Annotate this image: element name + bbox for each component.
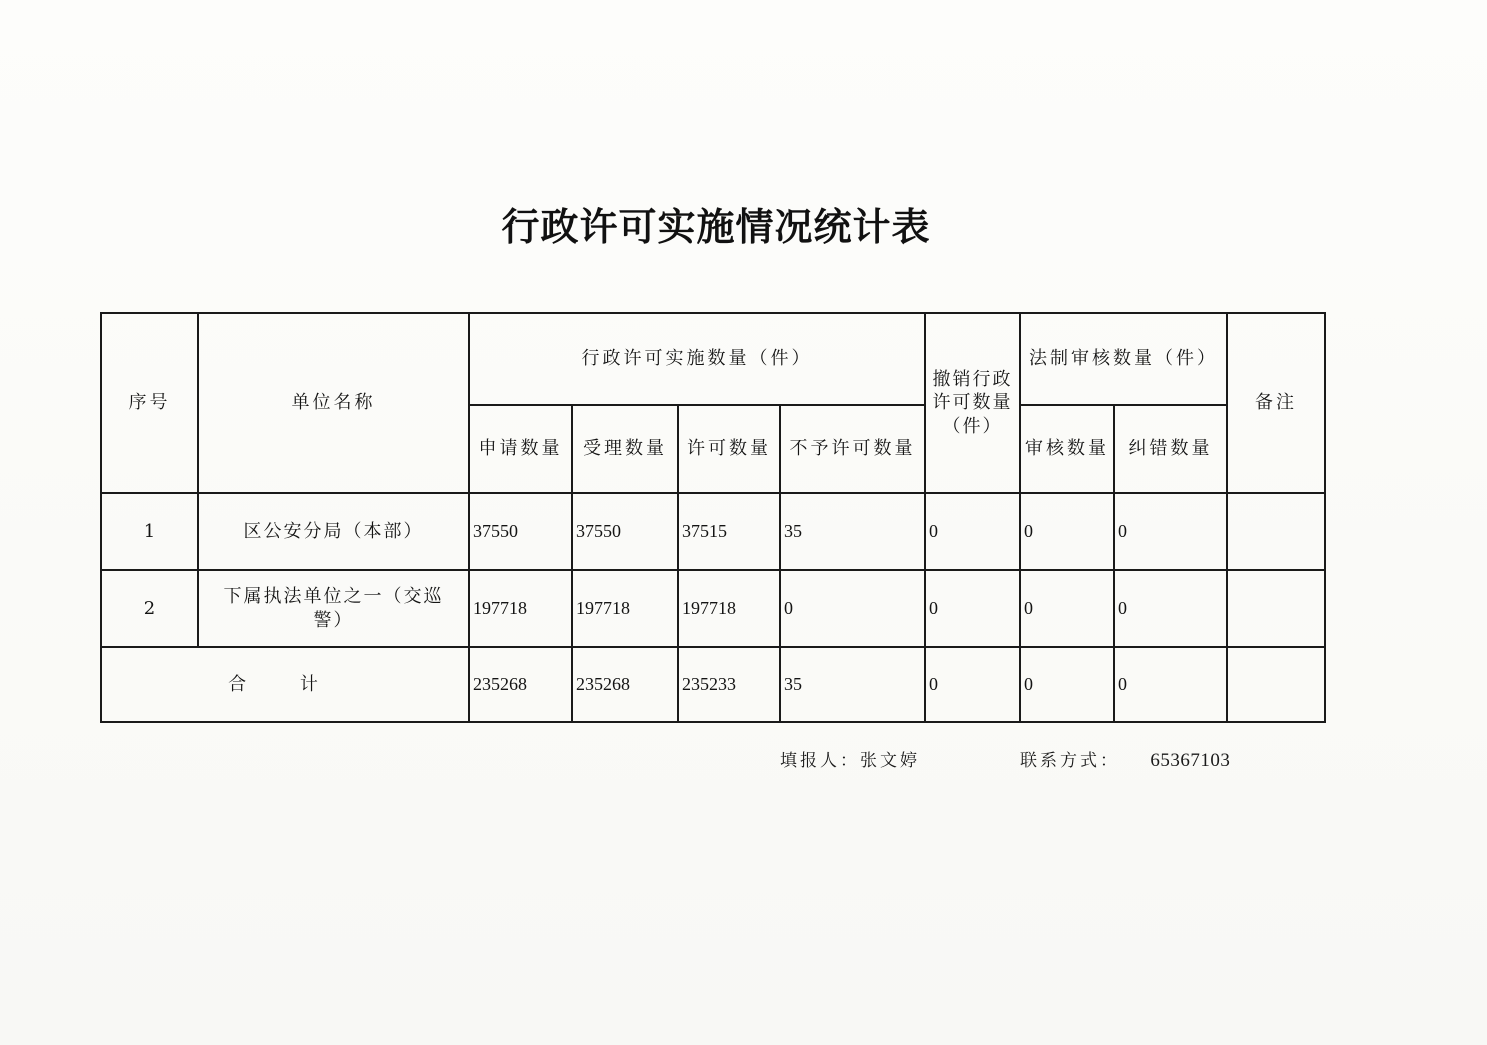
table-row xyxy=(101,493,1325,570)
header-permit-count: 许可数量 xyxy=(678,405,780,493)
row-revoke-count: 0 xyxy=(925,493,1020,570)
row-accept-count: 37550 xyxy=(572,493,678,570)
row-remark xyxy=(1227,570,1325,647)
row-review-count: 0 xyxy=(1020,570,1114,647)
filler-name: 张文婷 xyxy=(860,751,920,771)
table-row xyxy=(101,570,1325,647)
header-revoke-count: 撤销行政许可数量（件） xyxy=(925,313,1020,493)
header-row-1 xyxy=(101,313,1325,405)
page-title: 行政许可实施情况统计表 xyxy=(501,204,931,249)
total-revoke-count: 0 xyxy=(925,647,1020,722)
header-review-count: 审核数量 xyxy=(1020,405,1114,493)
total-remark xyxy=(1227,647,1325,722)
total-correct-count: 0 xyxy=(1114,647,1227,722)
row-seq: 2 xyxy=(101,570,198,647)
row-correct-count: 0 xyxy=(1114,570,1227,647)
total-review-count: 0 xyxy=(1020,647,1114,722)
header-seq: 序号 xyxy=(101,313,198,493)
row-review-count: 0 xyxy=(1020,493,1114,570)
header-remark: 备注 xyxy=(1227,313,1325,493)
header-apply-count: 申请数量 xyxy=(469,405,572,493)
header-implementation-count: 行政许可实施数量（件） xyxy=(469,313,925,405)
row-accept-count: 197718 xyxy=(572,570,678,647)
header-accept-count: 受理数量 xyxy=(572,405,678,493)
total-apply-count: 235268 xyxy=(469,647,572,722)
row-unit-name: 下属执法单位之一（交巡警） xyxy=(198,570,469,647)
total-accept-count: 235268 xyxy=(572,647,678,722)
row-correct-count: 0 xyxy=(1114,493,1227,570)
row-seq: 1 xyxy=(101,493,198,570)
total-label: 合 计 xyxy=(101,647,469,722)
row-unit-name: 区公安分局（本部） xyxy=(198,493,469,570)
total-deny-count: 35 xyxy=(780,647,925,722)
row-apply-count: 37550 xyxy=(469,493,572,570)
total-permit-count: 235233 xyxy=(678,647,780,722)
row-deny-count: 0 xyxy=(780,570,925,647)
header-legal-review-count: 法制审核数量（件） xyxy=(1020,313,1227,405)
row-permit-count: 37515 xyxy=(678,493,780,570)
header-correct-count: 纠错数量 xyxy=(1114,405,1227,493)
statistics-table xyxy=(100,312,1326,723)
row-remark xyxy=(1227,493,1325,570)
row-permit-count: 197718 xyxy=(678,570,780,647)
row-deny-count: 35 xyxy=(780,493,925,570)
filler-label: 填报人： xyxy=(780,751,860,771)
header-unit-name: 单位名称 xyxy=(198,313,469,493)
contact-number: 65367103 xyxy=(1150,750,1231,771)
contact-info xyxy=(1020,746,1230,772)
total-row xyxy=(101,647,1325,722)
filler-info xyxy=(780,746,920,771)
row-apply-count: 197718 xyxy=(469,570,572,647)
row-revoke-count: 0 xyxy=(925,570,1020,647)
contact-label: 联系方式： xyxy=(1020,751,1120,771)
header-deny-count: 不予许可数量 xyxy=(780,405,925,493)
